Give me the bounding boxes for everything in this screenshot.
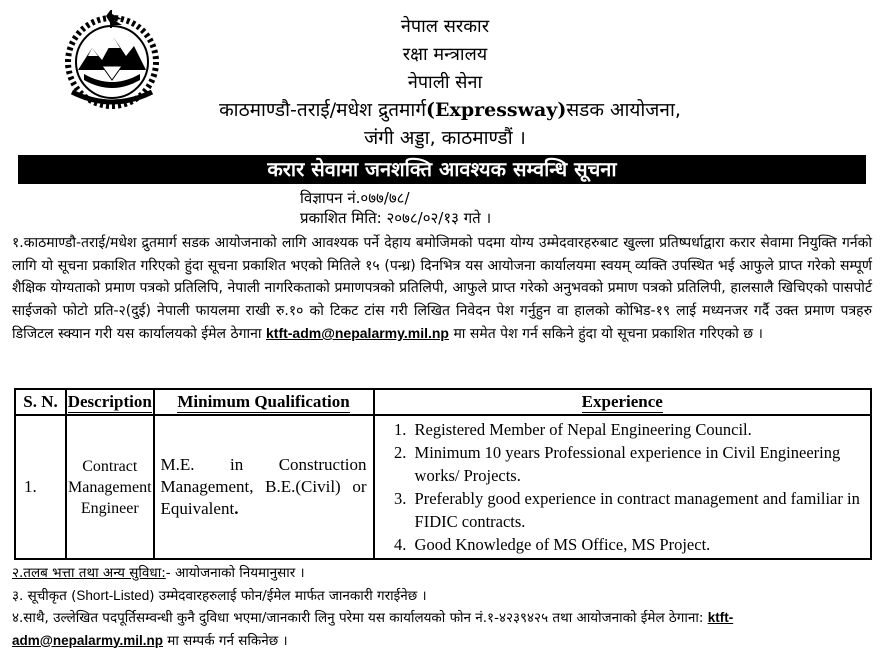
header-description: Description xyxy=(66,389,154,415)
project-name-post: सडक आयोजना, xyxy=(566,99,681,121)
note-shortlist: ३. सूचीकृत (Short-Listed) उम्मेदवारहरुलाई फोन/ईमेल मार्फत जानकारी गराईनेछ । xyxy=(12,587,427,604)
note-salary: २.तलब भत्ता तथा अन्य सुविधा:- आयोजनाको नियमानुसार । xyxy=(12,565,305,581)
email-link[interactable]: ktft-adm@nepalarmy.mil.np xyxy=(266,325,449,341)
notice-title-banner: करार सेवामा जनशक्ति आवश्यक सम्वन्धि सूचना xyxy=(18,155,866,184)
experience-item: 4. Good Knowledge of MS Office, MS Project. xyxy=(411,533,864,556)
note-contact: ४.साथै, उल्लेखित पदपूर्तिसम्वन्धी कुनै दुविधा भएमा/जानकारी लिनु परेमा यस कार्यालयको फोन नं.१-४२३९४२५ तथा आयोजनाको ईमेल ठेगाना: ktft-adm@nepalarmy.mil.np मा सम्पर्क गर्न सकिनेछ । xyxy=(12,610,734,649)
positions-table xyxy=(14,388,872,560)
footnote-email-link[interactable]: ktft-adm@nepalarmy.mil.np xyxy=(12,610,734,648)
experience-item: 1. Registered Member of Nepal Engineering Council. xyxy=(411,418,864,441)
row-qualification: M.E. in Construction Management, B.E.(Civil) or Equivalent. xyxy=(154,415,374,559)
table-row xyxy=(15,415,871,559)
header-line-government: नेपाल सरकार xyxy=(400,16,490,37)
header-experience: Experience xyxy=(374,389,871,415)
experience-item: 2. Minimum 10 years Professional experience in Civil Engineering works/ Projects. xyxy=(411,441,864,487)
row-experience xyxy=(374,415,871,559)
header-line-army: नेपाली सेना xyxy=(407,72,483,93)
header-line-ministry: रक्षा मन्त्रालय xyxy=(402,44,488,65)
project-name-pre: काठमाण्डौ-तराई/मधेश द्रुतमार्ग xyxy=(219,99,427,121)
published-date: प्रकाशित मिति: २०७८/०२/१३ गते । xyxy=(300,209,492,227)
header-qualification: Minimum Qualification xyxy=(154,389,374,415)
paragraph-text: १.काठमाण्डौ-तराई/मधेश द्रुतमार्ग सडक आयोजनाको लागि आवश्यक पर्ने देहाय बमोजिमको पदमा योग्य उम्मेदवारहरुबाट खुल्ला प्रतिष्पर्धाद्वारा करार सेवामा नियुक्ति गर्नको लागि यो सूचना प्रकाशित गरिएको हुंदा सूचना प्रकाशित भएको मितिले १५ (पन्ध्र) दिनभित्र यस आयोजना कार्यालयमा स्वयम् व्यक्ति उपस्थित भई आफुले प्राप्त गरेको सम्पूर्ण शैक्षिक योग्यताको प्रमाण पत्रको प्रतिलिपि, नेपाली नागरिकताको प्रमाणपत्रको प्रतिलिपी, आफुले प्राप्त गरेको अनुभवको प्रमाण पत्रको प्रतिलिपी, हालसालै खिचिएको पासपोर्ट साईजको फोटो प्रति-२(दुई) नेपाली फायलमा राखी रु.१० को टिकट टांस गरी लिखित निवेदन पेश गर्नुहुन वा हालको कोभिड-१९ लाई मध्यनजर गर्दै उक्त प्रमाण पत्रहरु डिजिटल स्क्यान गरी यस कार्यालयको ईमेल ठेगाना xyxy=(12,235,872,342)
footnotes xyxy=(12,563,872,652)
nepal-government-emblem xyxy=(62,10,162,110)
table-header-row xyxy=(15,389,871,415)
project-name-english: (Expressway) xyxy=(426,99,567,121)
paragraph-text-end: मा समेत पेश गर्न सकिने हुंदा यो सूचना प्रकाशित गरिएको छ । xyxy=(453,326,763,342)
row-description: Contract Management Engineer xyxy=(66,415,154,559)
main-paragraph xyxy=(12,232,872,346)
letterhead xyxy=(0,0,883,155)
header-sn: S. N. xyxy=(15,389,66,415)
row-sn: 1. xyxy=(15,415,66,559)
header-line-project xyxy=(170,96,730,122)
experience-item: 3. Preferably good experience in contract management and familiar in FIDIC contracts. xyxy=(411,487,864,533)
header-line-address: जंगी अड्डा, काठमाण्डौं । xyxy=(364,127,526,149)
notice-number: विज्ञापन नं.०७७/७८/ xyxy=(300,189,410,207)
